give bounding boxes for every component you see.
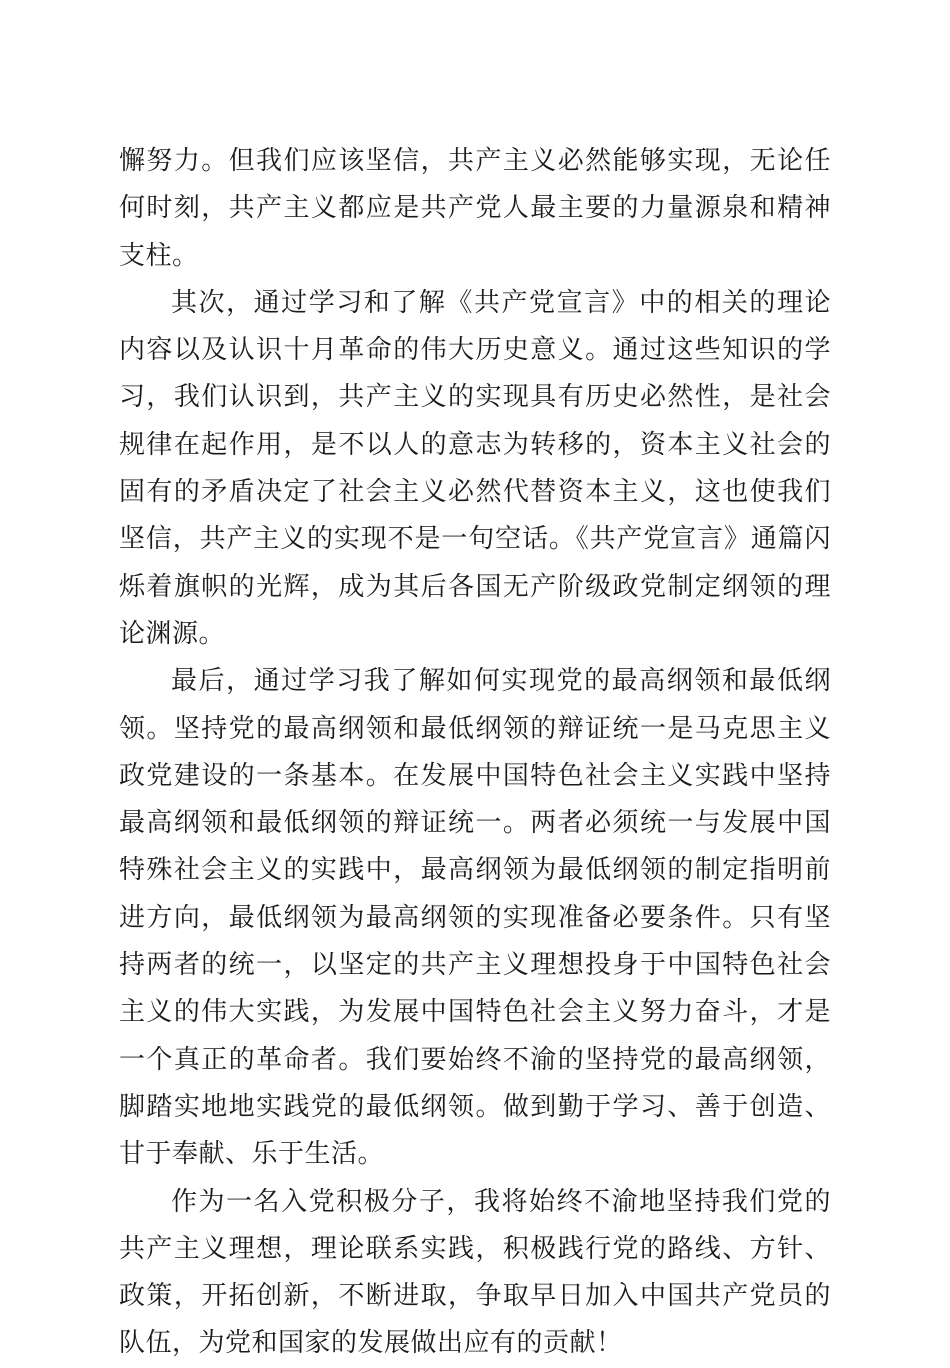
- paragraph-second-point: 其次，通过学习和了解《共产党宣言》中的相关的理论内容以及认识十月革命的伟大历史意义。通过这些知识的学习，我们认识到，共产主义的实现具有历史必然性，是社会规律在起作用，是不以人的意志为转移的，资本主义社会的固有的矛盾决定了社会主义必然代替资本主义，这也使我们坚信，共产主义的实现不是一句空话。《共产党宣言》通篇闪烁着旗帜的光辉，成为其后各国无产阶级政党制定纲领的理论渊源。: [119, 287, 831, 649]
- paragraph-continuation: 懈努力。但我们应该坚信，共产主义必然能够实现，无论任何时刻，共产主义都应是共产党人最主要的力量源泉和精神支柱。: [119, 146, 831, 271]
- paragraph-final-point: 最后，通过学习我了解如何实现党的最高纲领和最低纲领。坚持党的最高纲领和最低纲领的辩证统一是马克思主义政党建设的一条基本。在发展中国特色社会主义实践中坚持最高纲领和最低纲领的辩证统一。两者必须统一与发展中国特殊社会主义的实践中，最高纲领为最低纲领的制定指明前进方向，最低纲领为最高纲领的实现准备必要条件。只有坚持两者的统一，以坚定的共产主义理想投身于中国特色社会主义的伟大实践，为发展中国特色社会主义努力奋斗，才是一个真正的革命者。我们要始终不渝的坚持党的最高纲领，脚踏实地地实践党的最低纲领。做到勤于学习、善于创造、甘于奉献、乐于生活。: [119, 666, 831, 1170]
- paragraph-conclusion: 作为一名入党积极分子，我将始终不渝地坚持我们党的共产主义理想，理论联系实践，积极践行党的路线、方针、政策，开拓创新，不断进取，争取早日加入中国共产党员的队伍，为党和国家的发展做出应有的贡献！: [119, 1186, 831, 1359]
- document-body: [119, 138, 831, 1368]
